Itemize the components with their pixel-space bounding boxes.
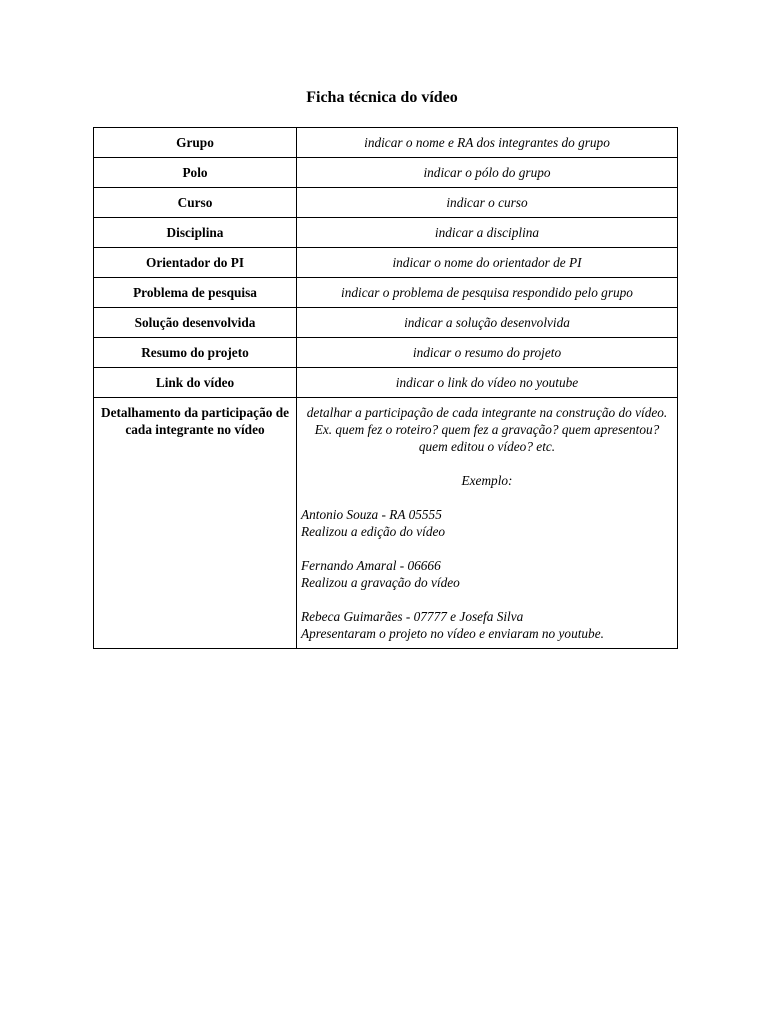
row-value: indicar o link do vídeo no youtube (297, 368, 678, 398)
table-row-solucao (94, 308, 678, 338)
entry-name: Antonio Souza - RA 05555 (301, 507, 442, 522)
example-entry (301, 506, 673, 540)
detail-label-cell (94, 398, 297, 649)
row-value: indicar o resumo do projeto (297, 338, 678, 368)
row-label: Disciplina (94, 218, 297, 248)
row-value: indicar a solução desenvolvida (297, 308, 678, 338)
entry-task: Realizou a gravação do vídeo (301, 575, 460, 590)
row-value: indicar o curso (297, 188, 678, 218)
table-row-polo (94, 158, 678, 188)
row-label: Orientador do PI (94, 248, 297, 278)
table-row-grupo (94, 128, 678, 158)
detail-value-cell (297, 398, 678, 649)
row-value: indicar a disciplina (297, 218, 678, 248)
example-heading: Exemplo: (461, 473, 513, 488)
table-row-resumo (94, 338, 678, 368)
detail-intro: detalhar a participação de cada integrante na construção do vídeo. Ex. quem fez o roteiro? quem fez a gravação? quem apresentou? quem editou o vídeo? etc. (306, 405, 668, 454)
entry-name: Rebeca Guimarães - 07777 e Josefa Silva (301, 609, 524, 624)
row-label: Grupo (94, 128, 297, 158)
row-label: Polo (94, 158, 297, 188)
entry-task: Apresentaram o projeto no vídeo e enviaram no youtube. (301, 626, 604, 641)
table-row-link (94, 368, 678, 398)
table-row-detalhamento (94, 398, 678, 649)
table-row-curso (94, 188, 678, 218)
table-row-problema (94, 278, 678, 308)
table-row-orientador (94, 248, 678, 278)
example-entry (301, 608, 673, 642)
row-label: Resumo do projeto (94, 338, 297, 368)
example-entry (301, 557, 673, 591)
row-value: indicar o problema de pesquisa respondido pelo grupo (297, 278, 678, 308)
row-label: Curso (94, 188, 297, 218)
table-row-disciplina (94, 218, 678, 248)
technical-sheet-table (93, 127, 678, 649)
row-label: Solução desenvolvida (94, 308, 297, 338)
row-value: indicar o pólo do grupo (297, 158, 678, 188)
row-label: Problema de pesquisa (94, 278, 297, 308)
row-label: Link do vídeo (94, 368, 297, 398)
entry-name: Fernando Amaral - 06666 (301, 558, 441, 573)
detail-label: Detalhamento da participação de cada integrante no vídeo (101, 405, 289, 437)
row-value: indicar o nome do orientador de PI (297, 248, 678, 278)
entry-task: Realizou a edição do vídeo (301, 524, 446, 539)
document-title: Ficha técnica do vídeo (306, 89, 458, 106)
row-value: indicar o nome e RA dos integrantes do grupo (297, 128, 678, 158)
